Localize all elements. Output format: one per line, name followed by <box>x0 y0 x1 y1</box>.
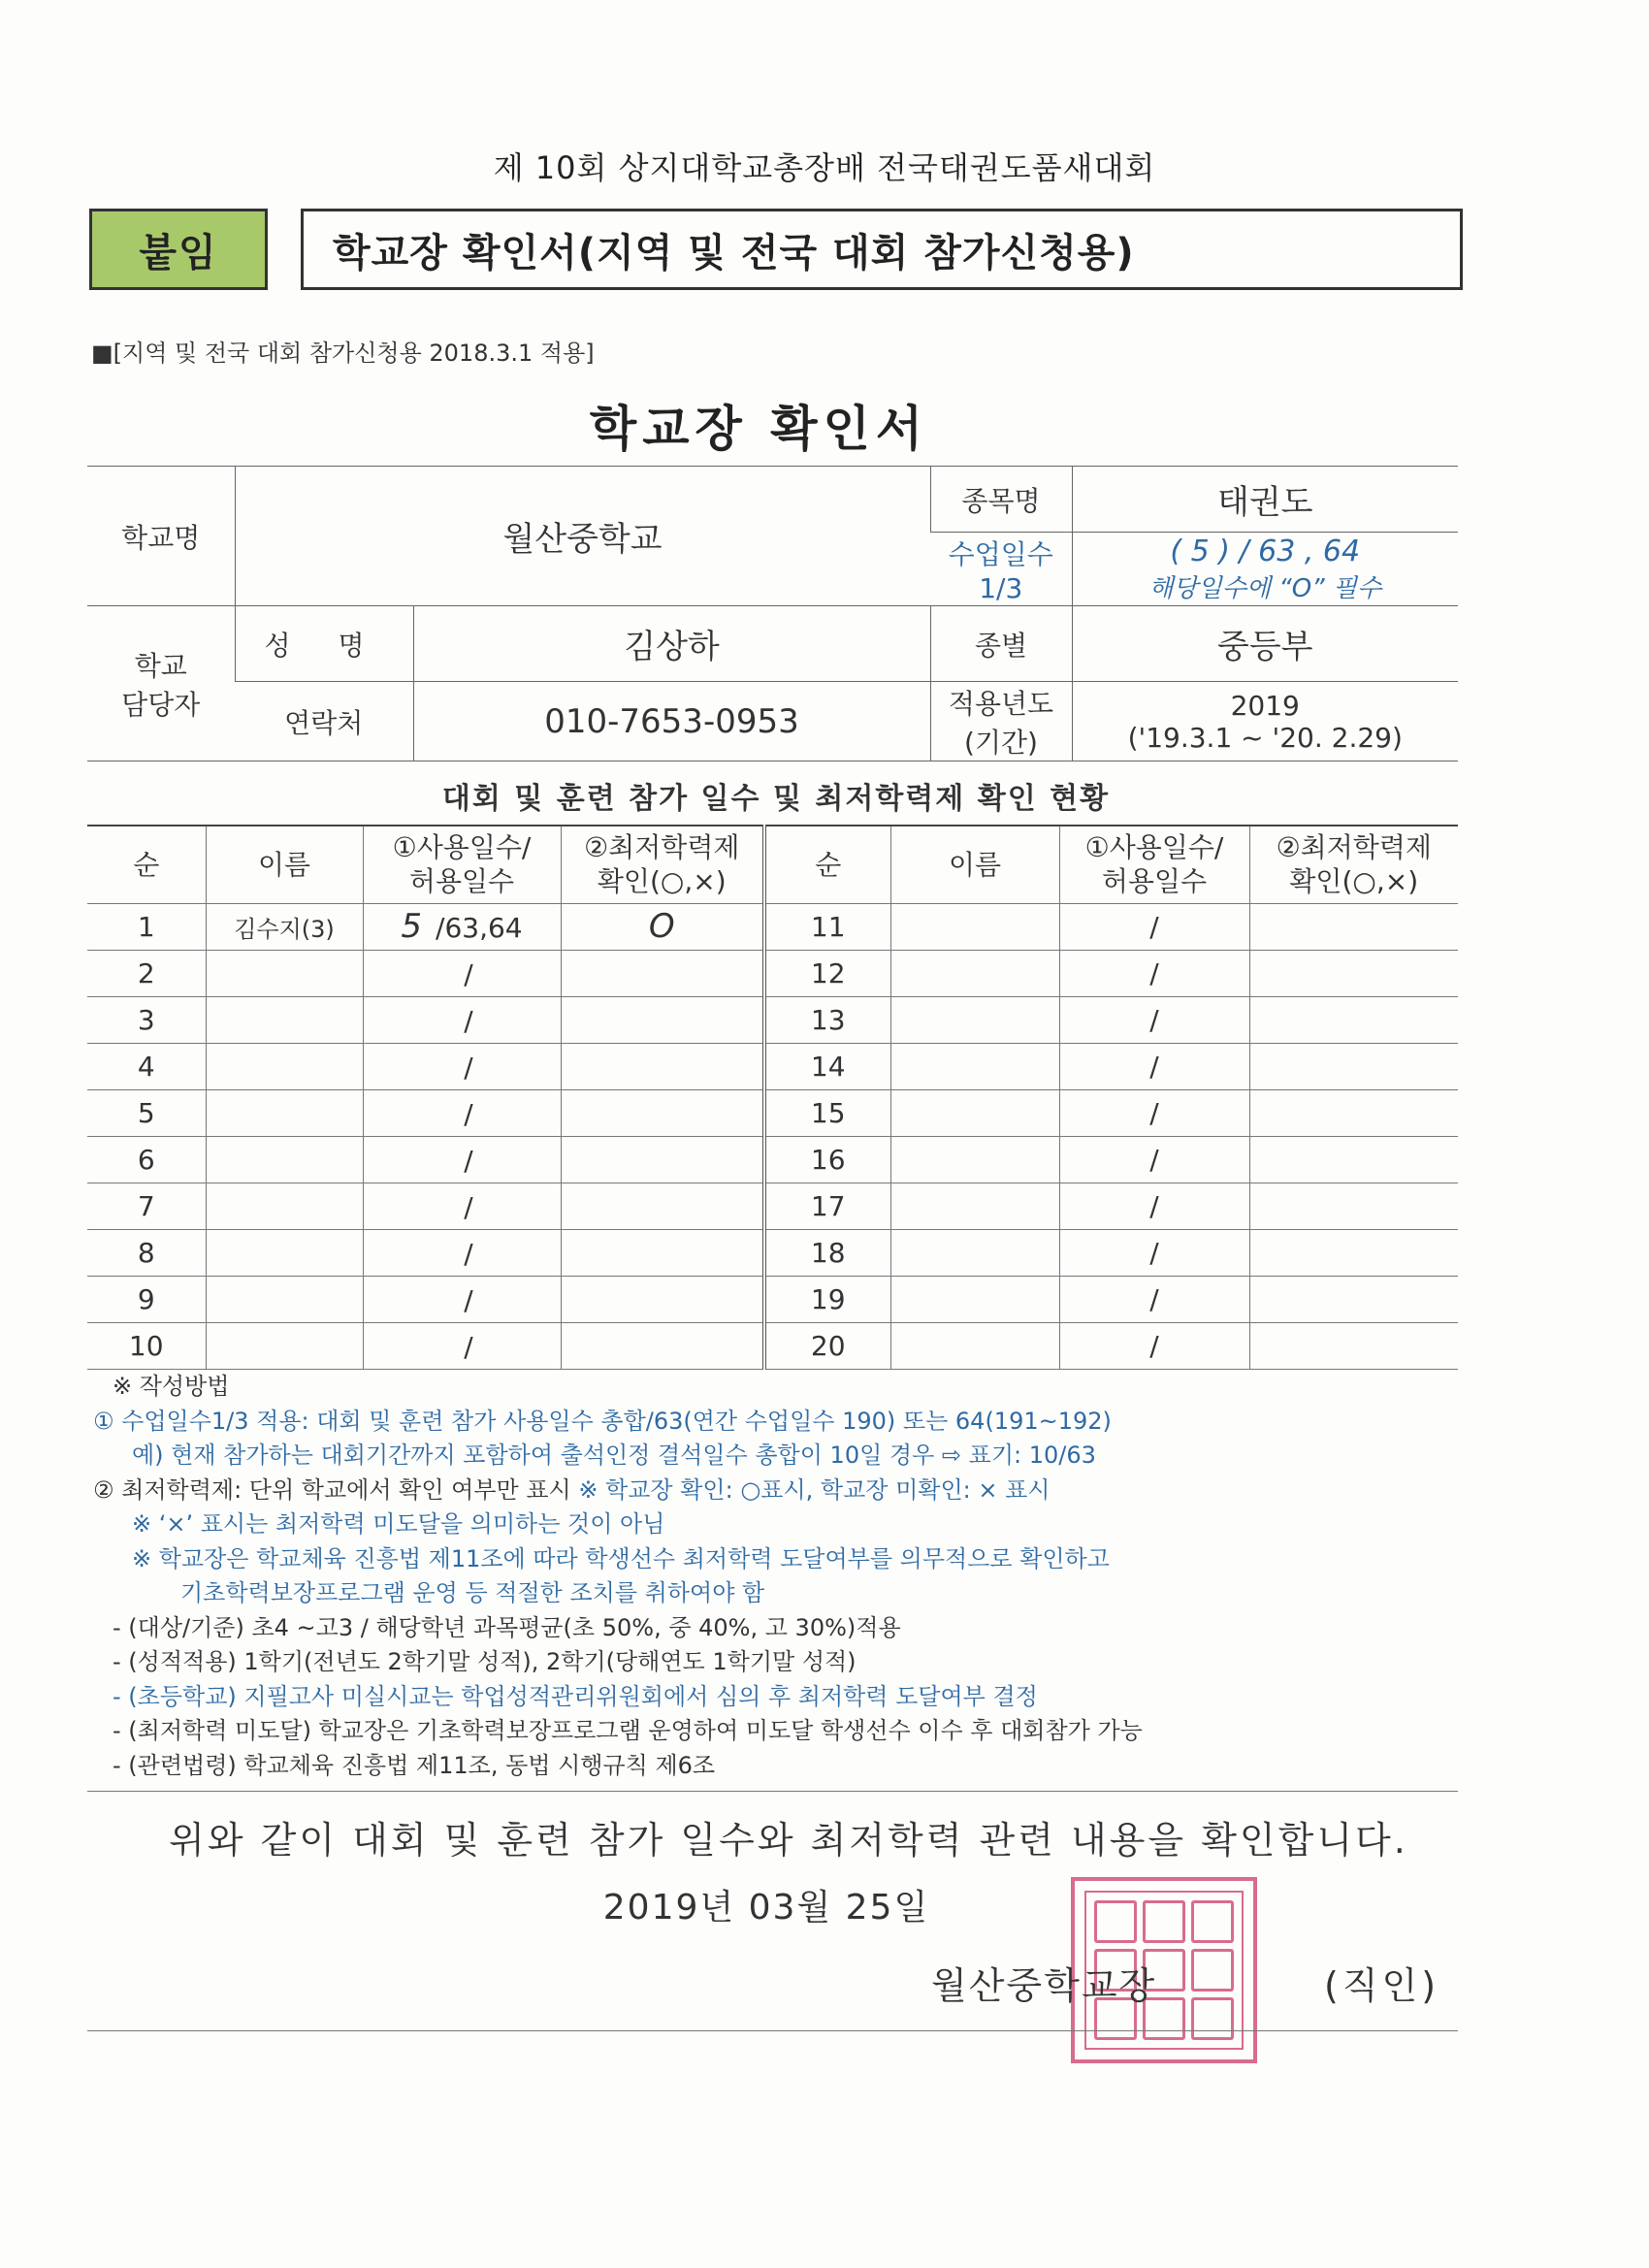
row-days-allowed: / <box>464 958 473 990</box>
confirmation-text: 위와 같이 대회 및 훈련 참가 일수와 최저학력 관련 내용을 확인합니다. <box>169 1819 1408 1862</box>
row-days-left <box>363 950 561 996</box>
row-name-left <box>206 1043 363 1089</box>
header-check-left-line1: ②최저학력제 <box>584 831 740 864</box>
row-no-left: 3 <box>87 996 206 1043</box>
row-name-right <box>890 903 1059 950</box>
divider-line-bottom <box>87 2030 1458 2031</box>
row-no-left: 4 <box>87 1043 206 1089</box>
header-days-left <box>363 826 561 903</box>
header-name-right: 이름 <box>890 826 1059 903</box>
table-row <box>87 1276 1458 1322</box>
row-check-right <box>1249 1136 1458 1183</box>
year-label-2: (기간) <box>964 726 1038 759</box>
instruction-line-11: - (관련법령) 학교체육 진흥법 제11조, 동법 시행규칙 제6조 <box>113 1751 716 1779</box>
row-days-right: / <box>1059 1183 1249 1229</box>
row-days-right: / <box>1059 1276 1249 1322</box>
row-check-right <box>1249 996 1458 1043</box>
row-days-left <box>363 1043 561 1089</box>
row-name-right <box>890 1043 1059 1089</box>
row-check-right <box>1249 1322 1458 1369</box>
school-days-value-1: ( 5 ) / 63 , 64 <box>1170 534 1361 568</box>
header-days-right-line1: ①사용일수/ <box>1084 831 1224 864</box>
row-no-right: 12 <box>764 950 890 996</box>
row-check-left <box>561 1136 764 1183</box>
event-title: 제 10회 상지대학교총장배 전국태권도품새대회 <box>493 149 1156 186</box>
row-name-left <box>206 1276 363 1322</box>
row-name-left <box>206 950 363 996</box>
row-check-left <box>561 1322 764 1369</box>
contact-group-label <box>87 606 235 761</box>
row-days-allowed: / <box>464 1331 473 1363</box>
row-days-left <box>363 1229 561 1276</box>
instruction-line-10: - (최저학력 미도달) 학교장은 기초학력보장프로그램 운영하여 미도달 학생선수 이수 후 대회참가 가능 <box>113 1717 1143 1744</box>
row-no-right: 19 <box>764 1276 890 1322</box>
row-check-right <box>1249 1043 1458 1089</box>
row-no-left: 9 <box>87 1276 206 1322</box>
instruction-line-3a: ② 최저학력제: 단위 학교에서 확인 여부만 표시 <box>93 1475 571 1504</box>
row-check-right <box>1249 1276 1458 1322</box>
table-row <box>87 1229 1458 1276</box>
table-row <box>87 1136 1458 1183</box>
row-days-right: / <box>1059 1229 1249 1276</box>
row-no-right: 17 <box>764 1183 890 1229</box>
row-name-left <box>206 1136 363 1183</box>
contact-name-value: 김상하 <box>413 606 930 682</box>
row-no-left: 5 <box>87 1089 206 1136</box>
header-days-right-line2: 허용일수 <box>1101 865 1208 898</box>
instructions <box>93 1370 1471 1783</box>
header-check-right-line1: ②최저학력제 <box>1276 831 1432 864</box>
sport-value: 태권도 <box>1072 467 1458 533</box>
row-no-right: 13 <box>764 996 890 1043</box>
school-days-value <box>1072 533 1458 606</box>
instructions-heading: ※ 작성방법 <box>113 1373 230 1400</box>
row-name-left <box>206 1322 363 1369</box>
row-no-left: 2 <box>87 950 206 996</box>
form-note: ■[지역 및 전국 대회 참가신청용 2018.3.1 적용] <box>91 340 595 367</box>
row-check-left <box>561 1043 764 1089</box>
row-days-allowed: / <box>464 1191 473 1223</box>
header-check-left-line2: 확인(○,×) <box>597 865 727 898</box>
principal-title: 월산중학교장 <box>931 1964 1157 2007</box>
row-days-left <box>363 996 561 1043</box>
instruction-line-4: ※ ‘×’ 표시는 최저학력 미도달을 의미하는 것이 아님 <box>132 1510 665 1538</box>
header-days-right <box>1059 826 1249 903</box>
header-check-right-line2: 확인(○,×) <box>1289 865 1419 898</box>
row-name-right <box>890 1276 1059 1322</box>
instruction-line-2: 예) 현재 참가하는 대회기간까지 포함하여 출석인정 결석일수 총합이 10일 경우 ⇨ 표기: 10/63 <box>132 1442 1096 1469</box>
header-no-left: 순 <box>87 826 206 903</box>
row-days-right: / <box>1059 950 1249 996</box>
instruction-line-5: ※ 학교장은 학교체육 진흥법 제11조에 따라 학생선수 최저학력 도달여부를 의무적으로 확인하고 <box>132 1544 1110 1572</box>
row-check-left <box>561 1276 764 1322</box>
instruction-line-9: - (초등학교) 지필고사 미실시교는 학업성적관리위원회에서 심의 후 최저학력 도달여부 결정 <box>113 1682 1038 1710</box>
contact-phone-label: 연락처 <box>235 682 413 761</box>
header-days-left-line2: 허용일수 <box>408 865 515 898</box>
row-check-left: O <box>561 903 764 950</box>
row-days-right: / <box>1059 1136 1249 1183</box>
table-row <box>87 950 1458 996</box>
row-check-right <box>1249 1089 1458 1136</box>
row-check-right <box>1249 1183 1458 1229</box>
table-row <box>87 1183 1458 1229</box>
roster-table <box>87 825 1458 1370</box>
school-days-label <box>930 533 1072 606</box>
document-title: 학교장 확인서 <box>589 401 929 457</box>
year-value-2: ('19.3.1 ~ '20. 2.29) <box>1127 721 1403 754</box>
school-days-label-2: 1/3 <box>979 572 1023 604</box>
row-name-right <box>890 1089 1059 1136</box>
row-days-used: 5 <box>401 907 423 946</box>
row-days-left <box>363 1183 561 1229</box>
school-info-table <box>87 466 1458 761</box>
contact-phone-value: 010-7653-0953 <box>413 682 930 761</box>
row-no-right: 11 <box>764 903 890 950</box>
year-label <box>930 682 1072 761</box>
year-label-1: 적용년도 <box>948 687 1054 720</box>
header-name-left: 이름 <box>206 826 363 903</box>
row-days-allowed: /63,64 <box>436 912 523 944</box>
row-days-right: / <box>1059 903 1249 950</box>
row-check-left <box>561 950 764 996</box>
row-days-right: / <box>1059 1322 1249 1369</box>
row-no-right: 18 <box>764 1229 890 1276</box>
roster-heading: 대회 및 훈련 참가 일수 및 최저학력제 확인 현황 <box>441 782 1111 816</box>
school-days-label-1: 수업일수 <box>948 538 1053 570</box>
divider-line-top <box>87 1791 1458 1792</box>
year-value <box>1072 682 1458 761</box>
instruction-line-3 <box>93 1474 1471 1508</box>
row-name-right <box>890 1229 1059 1276</box>
row-days-allowed: / <box>464 1005 473 1037</box>
row-check-right <box>1249 950 1458 996</box>
division-value: 중등부 <box>1072 606 1458 682</box>
row-days-left <box>363 1322 561 1369</box>
row-no-left: 8 <box>87 1229 206 1276</box>
row-name-left <box>206 1183 363 1229</box>
row-name-left <box>206 1089 363 1136</box>
row-check-left <box>561 1229 764 1276</box>
row-days-allowed: / <box>464 1238 473 1270</box>
row-no-left: 6 <box>87 1136 206 1183</box>
row-name-left <box>206 996 363 1043</box>
table-row <box>87 996 1458 1043</box>
row-check-right <box>1249 903 1458 950</box>
school-name-label: 학교명 <box>87 467 235 606</box>
table-row <box>87 1043 1458 1089</box>
contact-group-label-2: 담당자 <box>121 688 201 721</box>
year-value-1: 2019 <box>1230 689 1300 722</box>
row-name-right <box>890 1136 1059 1183</box>
seal-mark-label: (직인) <box>1324 1964 1440 2007</box>
row-days-left <box>363 1136 561 1183</box>
row-name-right <box>890 1183 1059 1229</box>
row-days-left <box>363 1089 561 1136</box>
instruction-line-8: - (성적적용) 1학기(전년도 2학기말 성적), 2학기(당해연도 1학기말 성적) <box>113 1648 857 1675</box>
row-name-left: 김수지(3) <box>206 903 363 950</box>
header-check-left <box>561 826 764 903</box>
attachment-badge: 붙임 <box>89 209 268 290</box>
row-no-left: 1 <box>87 903 206 950</box>
division-label: 종별 <box>930 606 1072 682</box>
instruction-line-7: - (대상/기준) 초4 ~고3 / 해당학년 과목평균(초 50%, 중 40%, 고 30%)적용 <box>113 1613 901 1641</box>
table-row <box>87 1322 1458 1369</box>
row-check-right <box>1249 1229 1458 1276</box>
school-name-value: 월산중학교 <box>235 467 930 606</box>
row-days-right: / <box>1059 1043 1249 1089</box>
row-days-allowed: / <box>464 1284 473 1316</box>
row-no-right: 16 <box>764 1136 890 1183</box>
row-name-right <box>890 950 1059 996</box>
row-days-left <box>363 903 561 950</box>
row-days-allowed: / <box>464 1145 473 1177</box>
header-days-left-line1: ①사용일수/ <box>392 831 532 864</box>
row-check-left <box>561 1183 764 1229</box>
issue-date: 2019년 03월 25일 <box>602 1888 930 1928</box>
instruction-line-1: ① 수업일수1/3 적용: 대회 및 훈련 참가 사용일수 총합/63(연간 수업일수 190) 또는 64(191~192) <box>93 1407 1112 1435</box>
row-no-right: 14 <box>764 1043 890 1089</box>
row-days-allowed: / <box>464 1052 473 1084</box>
row-no-right: 15 <box>764 1089 890 1136</box>
instruction-line-6: 기초학력보장프로그램 운영 등 적절한 조치를 취하여야 함 <box>180 1579 765 1606</box>
contact-group-label-1: 학교 <box>134 649 187 682</box>
row-name-left <box>206 1229 363 1276</box>
header-no-right: 순 <box>764 826 890 903</box>
instruction-line-3b: ※ 학교장 확인: ○표시, 학교장 미확인: × 표시 <box>578 1475 1051 1504</box>
school-days-value-2: 해당일수에 “O” 필수 <box>1148 573 1382 603</box>
row-no-right: 20 <box>764 1322 890 1369</box>
row-days-allowed: / <box>464 1098 473 1130</box>
form-title: 학교장 확인서(지역 및 전국 대회 참가신청용) <box>301 209 1463 290</box>
table-row <box>87 903 1458 950</box>
row-check-left <box>561 996 764 1043</box>
sport-label: 종목명 <box>930 467 1072 533</box>
row-name-right <box>890 1322 1059 1369</box>
header-check-right <box>1249 826 1458 903</box>
row-days-right: / <box>1059 1089 1249 1136</box>
row-check-left <box>561 1089 764 1136</box>
table-row <box>87 1089 1458 1136</box>
row-no-left: 7 <box>87 1183 206 1229</box>
row-days-left <box>363 1276 561 1322</box>
row-days-right: / <box>1059 996 1249 1043</box>
row-no-left: 10 <box>87 1322 206 1369</box>
row-name-right <box>890 996 1059 1043</box>
contact-name-label: 성 명 <box>235 606 413 682</box>
